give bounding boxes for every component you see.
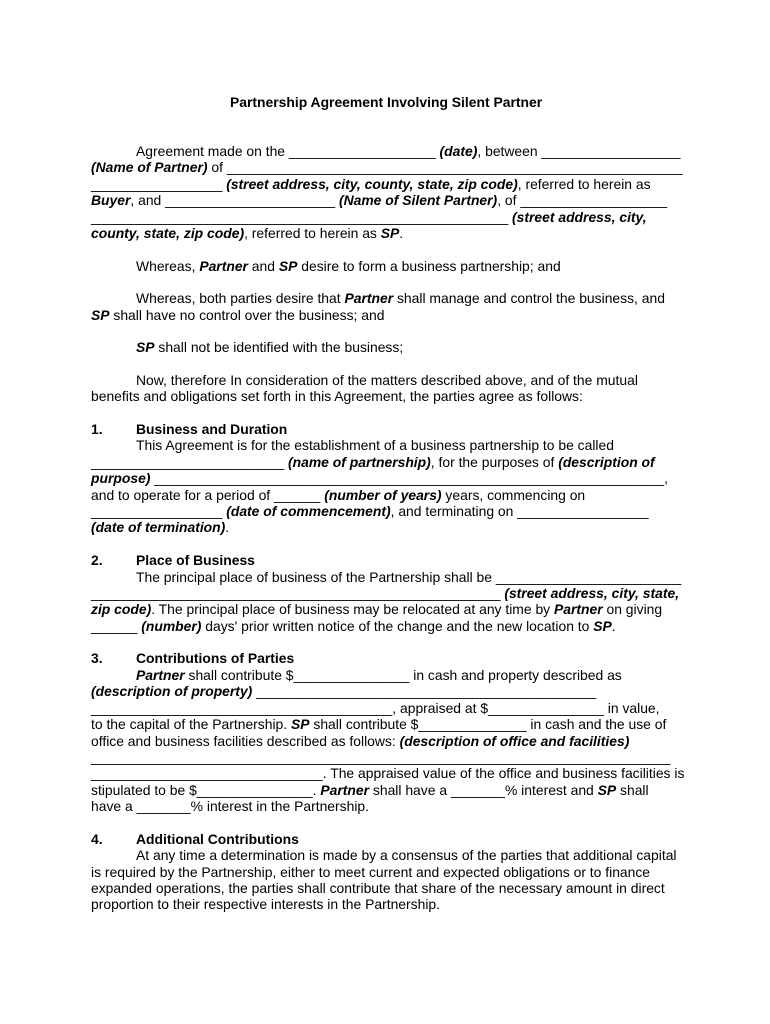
- text-run: stipulated to be $_______________.: [91, 782, 321, 798]
- text-run: _____________________________________________________: [91, 585, 505, 601]
- document-line: [91, 225, 403, 241]
- field-label: Partner: [344, 290, 394, 306]
- document-line: [91, 896, 440, 912]
- field-label: SP: [291, 716, 310, 732]
- field-label: (date of commencement): [226, 503, 391, 519]
- text-run: years, commencing on: [441, 487, 586, 503]
- field-label: (date): [439, 143, 478, 159]
- text-run: shall contribute $______________ in cash and the use of: [309, 716, 667, 732]
- document-line: [91, 864, 650, 880]
- field-label: Partner: [199, 258, 248, 274]
- text-run: on giving: [602, 601, 663, 617]
- document-line: [91, 601, 662, 617]
- document-line: [136, 831, 299, 847]
- document-line: [136, 437, 614, 453]
- text-run: to the capital of the Partnership.: [91, 716, 291, 732]
- field-label: (Name of Partner): [91, 159, 208, 175]
- document-line: [136, 847, 677, 863]
- text-run: This Agreement is for the establishment of a business partnership to be called: [136, 437, 614, 453]
- document-line: [136, 372, 638, 388]
- document-line: [91, 880, 665, 896]
- text-run: _______________________________________, appraised at $_______________ in value,: [91, 700, 660, 716]
- document-line: [136, 650, 294, 666]
- text-run: days' prior written notice of the change and the new location to: [201, 618, 594, 634]
- field-label: Partner: [554, 601, 603, 617]
- text-run: . The principal place of business may be relocated at any time by: [151, 601, 554, 617]
- field-label: 1.: [91, 421, 103, 437]
- document-line: [136, 290, 665, 306]
- field-label: Buyer: [91, 192, 131, 208]
- document-line: [91, 159, 683, 175]
- text-run: and: [247, 258, 279, 274]
- document-line: [91, 683, 596, 699]
- text-run: ____________________________________________: [252, 683, 597, 699]
- field-label: county, state, zip code): [91, 225, 245, 241]
- document-line: [91, 192, 667, 208]
- document-line: [91, 470, 668, 486]
- document-line: [91, 700, 660, 716]
- field-label: Business and Duration: [136, 421, 288, 437]
- document-line: [136, 258, 561, 274]
- document-line: [91, 618, 616, 634]
- text-run: ______________________________. The appraised value of the office and business facilities is: [91, 765, 685, 781]
- text-run: , and ______________________: [130, 192, 339, 208]
- document-line: [91, 650, 103, 666]
- text-run: shall not be identified with the business;: [154, 339, 404, 355]
- text-run: have a _______% interest in the Partnership.: [91, 798, 369, 814]
- text-run: of ___________________________________________________________: [207, 159, 683, 175]
- document-line: [91, 176, 651, 192]
- text-run: , of ___________________: [497, 192, 668, 208]
- field-label: SP: [136, 339, 155, 355]
- field-label: zip code): [91, 601, 152, 617]
- text-run: expanded operations, the parties shall contribute that share of the necessary amount in direct: [91, 880, 665, 896]
- text-run: benefits and obligations set forth in this Agreement, the parties agree as follows:: [91, 388, 583, 404]
- field-label: (description of property): [91, 683, 253, 699]
- document-line: [91, 716, 666, 732]
- text-run: Agreement made on the ___________________: [136, 143, 440, 159]
- text-run: .: [399, 225, 404, 241]
- text-run: Now, therefore In consideration of the matters described above, and of the mutual: [136, 372, 638, 388]
- text-run: , and terminating on _________________: [390, 503, 649, 519]
- document-line: [91, 209, 647, 225]
- document-line: [91, 388, 583, 404]
- text-run: proportion to their respective interests in the Partnership.: [91, 896, 440, 912]
- document-line: [91, 519, 229, 535]
- text-run: desire to form a business partnership; and: [297, 258, 561, 274]
- document-line: [91, 782, 649, 798]
- text-run: , referred to herein as: [244, 225, 381, 241]
- text-run: ______________________________________________________: [91, 209, 513, 225]
- field-label: 2.: [91, 552, 103, 568]
- text-run: , referred to herein as: [517, 176, 651, 192]
- text-run: ______: [91, 618, 142, 634]
- field-label: (street address, city, state,: [504, 585, 680, 601]
- field-label: 3.: [91, 650, 103, 666]
- text-run: The principal place of business of the Partnership shall be ________________________: [136, 569, 682, 585]
- text-run: _________________: [91, 176, 227, 192]
- text-run: .: [225, 519, 230, 535]
- field-label: SP: [597, 782, 617, 798]
- field-label: (date of termination): [91, 519, 226, 535]
- text-run: .: [611, 618, 616, 634]
- document-line: [91, 487, 585, 503]
- text-run: shall contribute $_______________ in cash and property described as: [184, 667, 622, 683]
- document-line: [136, 569, 681, 585]
- field-label: SP: [278, 258, 298, 274]
- text-run: , between __________________: [477, 143, 681, 159]
- text-run: shall have a _______% interest and: [369, 782, 598, 798]
- field-label: (description of: [558, 454, 655, 470]
- field-label: Place of Business: [136, 552, 255, 568]
- text-run: and to operate for a period of ______: [91, 487, 325, 503]
- text-run: At any time a determination is made by a consensus of the parties that additional capital: [136, 847, 677, 863]
- text-run: shall manage and control the business, and: [393, 290, 665, 306]
- document-line: [91, 733, 629, 749]
- document-line: [136, 421, 287, 437]
- field-label: (street address, city, county, state, zip code): [226, 176, 518, 192]
- field-label: SP: [380, 225, 400, 241]
- field-label: Partner: [136, 667, 185, 683]
- document-line: [91, 552, 103, 568]
- text-run: __________________________________________________________________,: [150, 470, 669, 486]
- text-run: , for the purposes of: [430, 454, 559, 470]
- document-line: [136, 667, 622, 683]
- text-run: _________________________: [91, 454, 288, 470]
- text-run: Whereas, both parties desire that: [136, 290, 345, 306]
- text-run: Whereas,: [136, 258, 200, 274]
- field-label: SP: [593, 618, 612, 634]
- document-line: [91, 831, 103, 847]
- document-line: [136, 552, 255, 568]
- field-label: purpose): [91, 470, 151, 486]
- document-line: [91, 421, 103, 437]
- text-run: _________________: [91, 503, 227, 519]
- field-label: (number of years): [324, 487, 442, 503]
- document-line: [91, 765, 684, 781]
- field-label: (Name of Silent Partner): [338, 192, 498, 208]
- text-run: office and business facilities described as follows:: [91, 733, 400, 749]
- document-line: [136, 339, 403, 355]
- document-line: [91, 798, 369, 814]
- field-label: 4.: [91, 831, 103, 847]
- field-label: (description of office and facilities): [399, 733, 630, 749]
- field-label: (name of partnership): [288, 454, 431, 470]
- document-line: [91, 503, 649, 519]
- document-line: [136, 143, 681, 159]
- field-label: (street address, city,: [512, 209, 647, 225]
- document-line: [91, 585, 679, 601]
- document-line: [91, 307, 384, 323]
- field-label: Contributions of Parties: [136, 650, 295, 666]
- field-label: Partner: [320, 782, 370, 798]
- field-label: Additional Contributions: [136, 831, 299, 847]
- text-run: ___________________________________________________________________________: [91, 749, 671, 765]
- document-title: Partnership Agreement Involving Silent Partner: [230, 94, 543, 110]
- field-label: (number): [141, 618, 202, 634]
- text-run: shall: [616, 782, 649, 798]
- field-label: SP: [91, 307, 110, 323]
- document-line: [91, 454, 655, 470]
- text-run: is required by the Partnership, either to meet current and expected obligations or to finance: [91, 864, 651, 880]
- document-line: [91, 749, 670, 765]
- text-run: shall have no control over the business; and: [109, 307, 385, 323]
